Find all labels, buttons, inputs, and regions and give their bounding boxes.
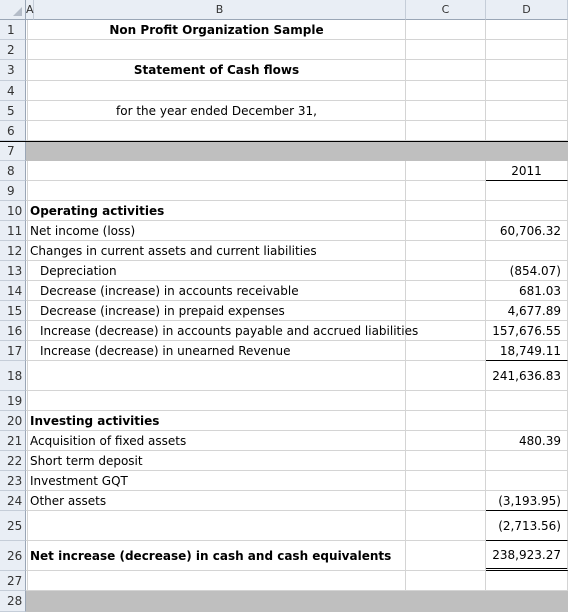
row-header[interactable]: 5 — [0, 101, 26, 121]
cell-c26[interactable] — [406, 541, 486, 571]
net-increase-label[interactable]: Net increase (decrease) in cash and cash equivalents — [28, 541, 406, 571]
line-item-label[interactable]: Decrease (increase) in prepaid expenses — [28, 301, 406, 321]
column-header-c[interactable]: C — [406, 0, 486, 20]
row-11 — [0, 221, 568, 241]
cell-d22[interactable] — [486, 451, 568, 471]
cell-d2[interactable] — [486, 40, 568, 60]
row-7 — [0, 141, 568, 161]
row-header[interactable]: 21 — [0, 431, 26, 451]
line-item-label[interactable]: Decrease (increase) in accounts receivable — [28, 281, 406, 301]
cell-d7[interactable] — [486, 142, 568, 161]
row-header[interactable]: 8 — [0, 161, 26, 181]
line-item-value[interactable]: 60,706.32 — [486, 221, 568, 241]
row-header[interactable]: 7 — [0, 142, 26, 161]
row-header[interactable]: 25 — [0, 511, 26, 541]
row-14 — [0, 281, 568, 301]
row-header[interactable]: 12 — [0, 241, 26, 261]
cell-d10[interactable] — [486, 201, 568, 221]
line-item-label[interactable]: Increase (decrease) in accounts payable and accrued liabilities — [28, 321, 406, 341]
select-all-corner[interactable] — [0, 0, 26, 20]
cell-b25[interactable] — [28, 511, 406, 541]
cell-c11[interactable] — [406, 221, 486, 241]
row-header[interactable]: 9 — [0, 181, 26, 201]
line-item-value[interactable]: 480.39 — [486, 431, 568, 451]
cell-b7[interactable] — [28, 142, 406, 161]
report-org-title[interactable]: Non Profit Organization Sample — [28, 20, 406, 40]
row-header[interactable]: 15 — [0, 301, 26, 321]
cell-b8[interactable] — [28, 161, 406, 181]
cell-b27[interactable] — [28, 571, 406, 591]
row-header[interactable]: 18 — [0, 361, 26, 391]
line-item-value[interactable]: (854.07) — [486, 261, 568, 281]
cell-b28[interactable] — [28, 591, 406, 612]
cell-d4[interactable] — [486, 81, 568, 101]
cell-c20[interactable] — [406, 411, 486, 431]
row-header[interactable]: 16 — [0, 321, 26, 341]
line-item-label[interactable]: Other assets — [28, 491, 406, 511]
row-22 — [0, 451, 568, 471]
row-header[interactable]: 6 — [0, 121, 26, 141]
cell-c15[interactable] — [406, 301, 486, 321]
line-item-label[interactable]: Investment GQT — [28, 471, 406, 491]
row-header[interactable]: 19 — [0, 391, 26, 411]
row-13 — [0, 261, 568, 281]
cell-c25[interactable] — [406, 511, 486, 541]
report-statement-title[interactable]: Statement of Cash flows — [28, 60, 406, 81]
line-item-label[interactable]: Increase (decrease) in unearned Revenue — [28, 341, 406, 361]
row-19 — [0, 391, 568, 411]
cell-c28[interactable] — [406, 591, 486, 612]
row-header[interactable]: 4 — [0, 81, 26, 101]
report-period[interactable]: for the year ended December 31, — [28, 101, 406, 121]
line-item-value[interactable]: 4,677.89 — [486, 301, 568, 321]
cell-d20[interactable] — [486, 411, 568, 431]
row-header[interactable]: 27 — [0, 571, 26, 591]
row-10 — [0, 201, 568, 221]
row-16 — [0, 321, 568, 341]
cell-d27[interactable] — [486, 571, 568, 591]
row-1 — [0, 20, 568, 40]
section-heading-operating[interactable]: Operating activities — [28, 201, 406, 221]
cell-d12[interactable] — [486, 241, 568, 261]
cell-b6[interactable] — [28, 121, 406, 141]
cell-c3[interactable] — [406, 60, 486, 81]
row-15 — [0, 301, 568, 321]
cell-c9[interactable] — [406, 181, 486, 201]
subtotal-investing[interactable]: (2,713.56) — [486, 511, 568, 541]
cell-b18[interactable] — [28, 361, 406, 391]
select-all-icon — [13, 7, 22, 16]
row-header[interactable]: 13 — [0, 261, 26, 281]
cell-c12[interactable] — [406, 241, 486, 261]
row-8 — [0, 161, 568, 181]
line-item-value[interactable]: 681.03 — [486, 281, 568, 301]
net-increase-value[interactable]: 238,923.27 — [486, 541, 568, 571]
row-header[interactable]: 28 — [0, 591, 26, 612]
cell-c14[interactable] — [406, 281, 486, 301]
cell-b9[interactable] — [28, 181, 406, 201]
row-header[interactable]: 11 — [0, 221, 26, 241]
line-item-value[interactable]: (3,193.95) — [486, 491, 568, 511]
row-2 — [0, 40, 568, 60]
row-header[interactable]: 22 — [0, 451, 26, 471]
row-4 — [0, 81, 568, 101]
row-header[interactable]: 3 — [0, 60, 26, 81]
cell-c6[interactable] — [406, 121, 486, 141]
row-header[interactable]: 14 — [0, 281, 26, 301]
cell-c4[interactable] — [406, 81, 486, 101]
row-header[interactable]: 2 — [0, 40, 26, 60]
row-6 — [0, 121, 568, 141]
row-20 — [0, 411, 568, 431]
row-21 — [0, 431, 568, 451]
line-item-value[interactable]: 157,676.55 — [486, 321, 568, 341]
column-header-d[interactable]: D — [486, 0, 568, 20]
row-header[interactable]: 17 — [0, 341, 26, 361]
subtotal-operating[interactable]: 241,636.83 — [486, 361, 568, 391]
line-item-label[interactable]: Acquisition of fixed assets — [28, 431, 406, 451]
row-27 — [0, 571, 568, 591]
line-item-label[interactable]: Depreciation — [28, 261, 406, 281]
row-12 — [0, 241, 568, 261]
cell-c10[interactable] — [406, 201, 486, 221]
row-header[interactable]: 1 — [0, 20, 26, 40]
row-18 — [0, 361, 568, 391]
cell-d1[interactable] — [486, 20, 568, 40]
cell-c16[interactable] — [406, 321, 486, 341]
row-26 — [0, 541, 568, 571]
year-header[interactable]: 2011 — [486, 161, 568, 181]
cell-c21[interactable] — [406, 431, 486, 451]
row-5 — [0, 101, 568, 121]
cell-d9[interactable] — [486, 181, 568, 201]
cell-d3[interactable] — [486, 60, 568, 81]
row-header[interactable]: 10 — [0, 201, 26, 221]
row-24 — [0, 491, 568, 511]
cell-c1[interactable] — [406, 20, 486, 40]
column-header-b[interactable]: B — [34, 0, 406, 20]
cell-c23[interactable] — [406, 471, 486, 491]
line-item-label[interactable]: Net income (loss) — [28, 221, 406, 241]
column-header-a[interactable]: A — [26, 0, 34, 20]
row-25 — [0, 511, 568, 541]
cell-d23[interactable] — [486, 471, 568, 491]
cell-d5[interactable] — [486, 101, 568, 121]
cell-d6[interactable] — [486, 121, 568, 141]
cell-b19[interactable] — [28, 391, 406, 411]
row-header[interactable]: 20 — [0, 411, 26, 431]
cell-c13[interactable] — [406, 261, 486, 281]
cell-c24[interactable] — [406, 491, 486, 511]
section-heading-investing[interactable]: Investing activities — [28, 411, 406, 431]
cell-d19[interactable] — [486, 391, 568, 411]
cell-c2[interactable] — [406, 40, 486, 60]
cell-c8[interactable] — [406, 161, 486, 181]
line-item-value[interactable]: 18,749.11 — [486, 341, 568, 361]
cell-c7[interactable] — [406, 142, 486, 161]
line-item-label[interactable]: Changes in current assets and current liabilities — [28, 241, 406, 261]
cell-b2[interactable] — [28, 40, 406, 60]
row-header[interactable]: 24 — [0, 491, 26, 511]
line-item-label[interactable]: Short term deposit — [28, 451, 406, 471]
cell-c19[interactable] — [406, 391, 486, 411]
row-9 — [0, 181, 568, 201]
row-3 — [0, 60, 568, 81]
cell-c27[interactable] — [406, 571, 486, 591]
cell-c18[interactable] — [406, 361, 486, 391]
cell-b4[interactable] — [28, 81, 406, 101]
row-23 — [0, 471, 568, 491]
cell-d28[interactable] — [486, 591, 568, 612]
cell-c5[interactable] — [406, 101, 486, 121]
cell-c22[interactable] — [406, 451, 486, 471]
cell-c17[interactable] — [406, 341, 486, 361]
row-28 — [0, 591, 568, 612]
row-header[interactable]: 23 — [0, 471, 26, 491]
row-17 — [0, 341, 568, 361]
row-header[interactable]: 26 — [0, 541, 26, 571]
